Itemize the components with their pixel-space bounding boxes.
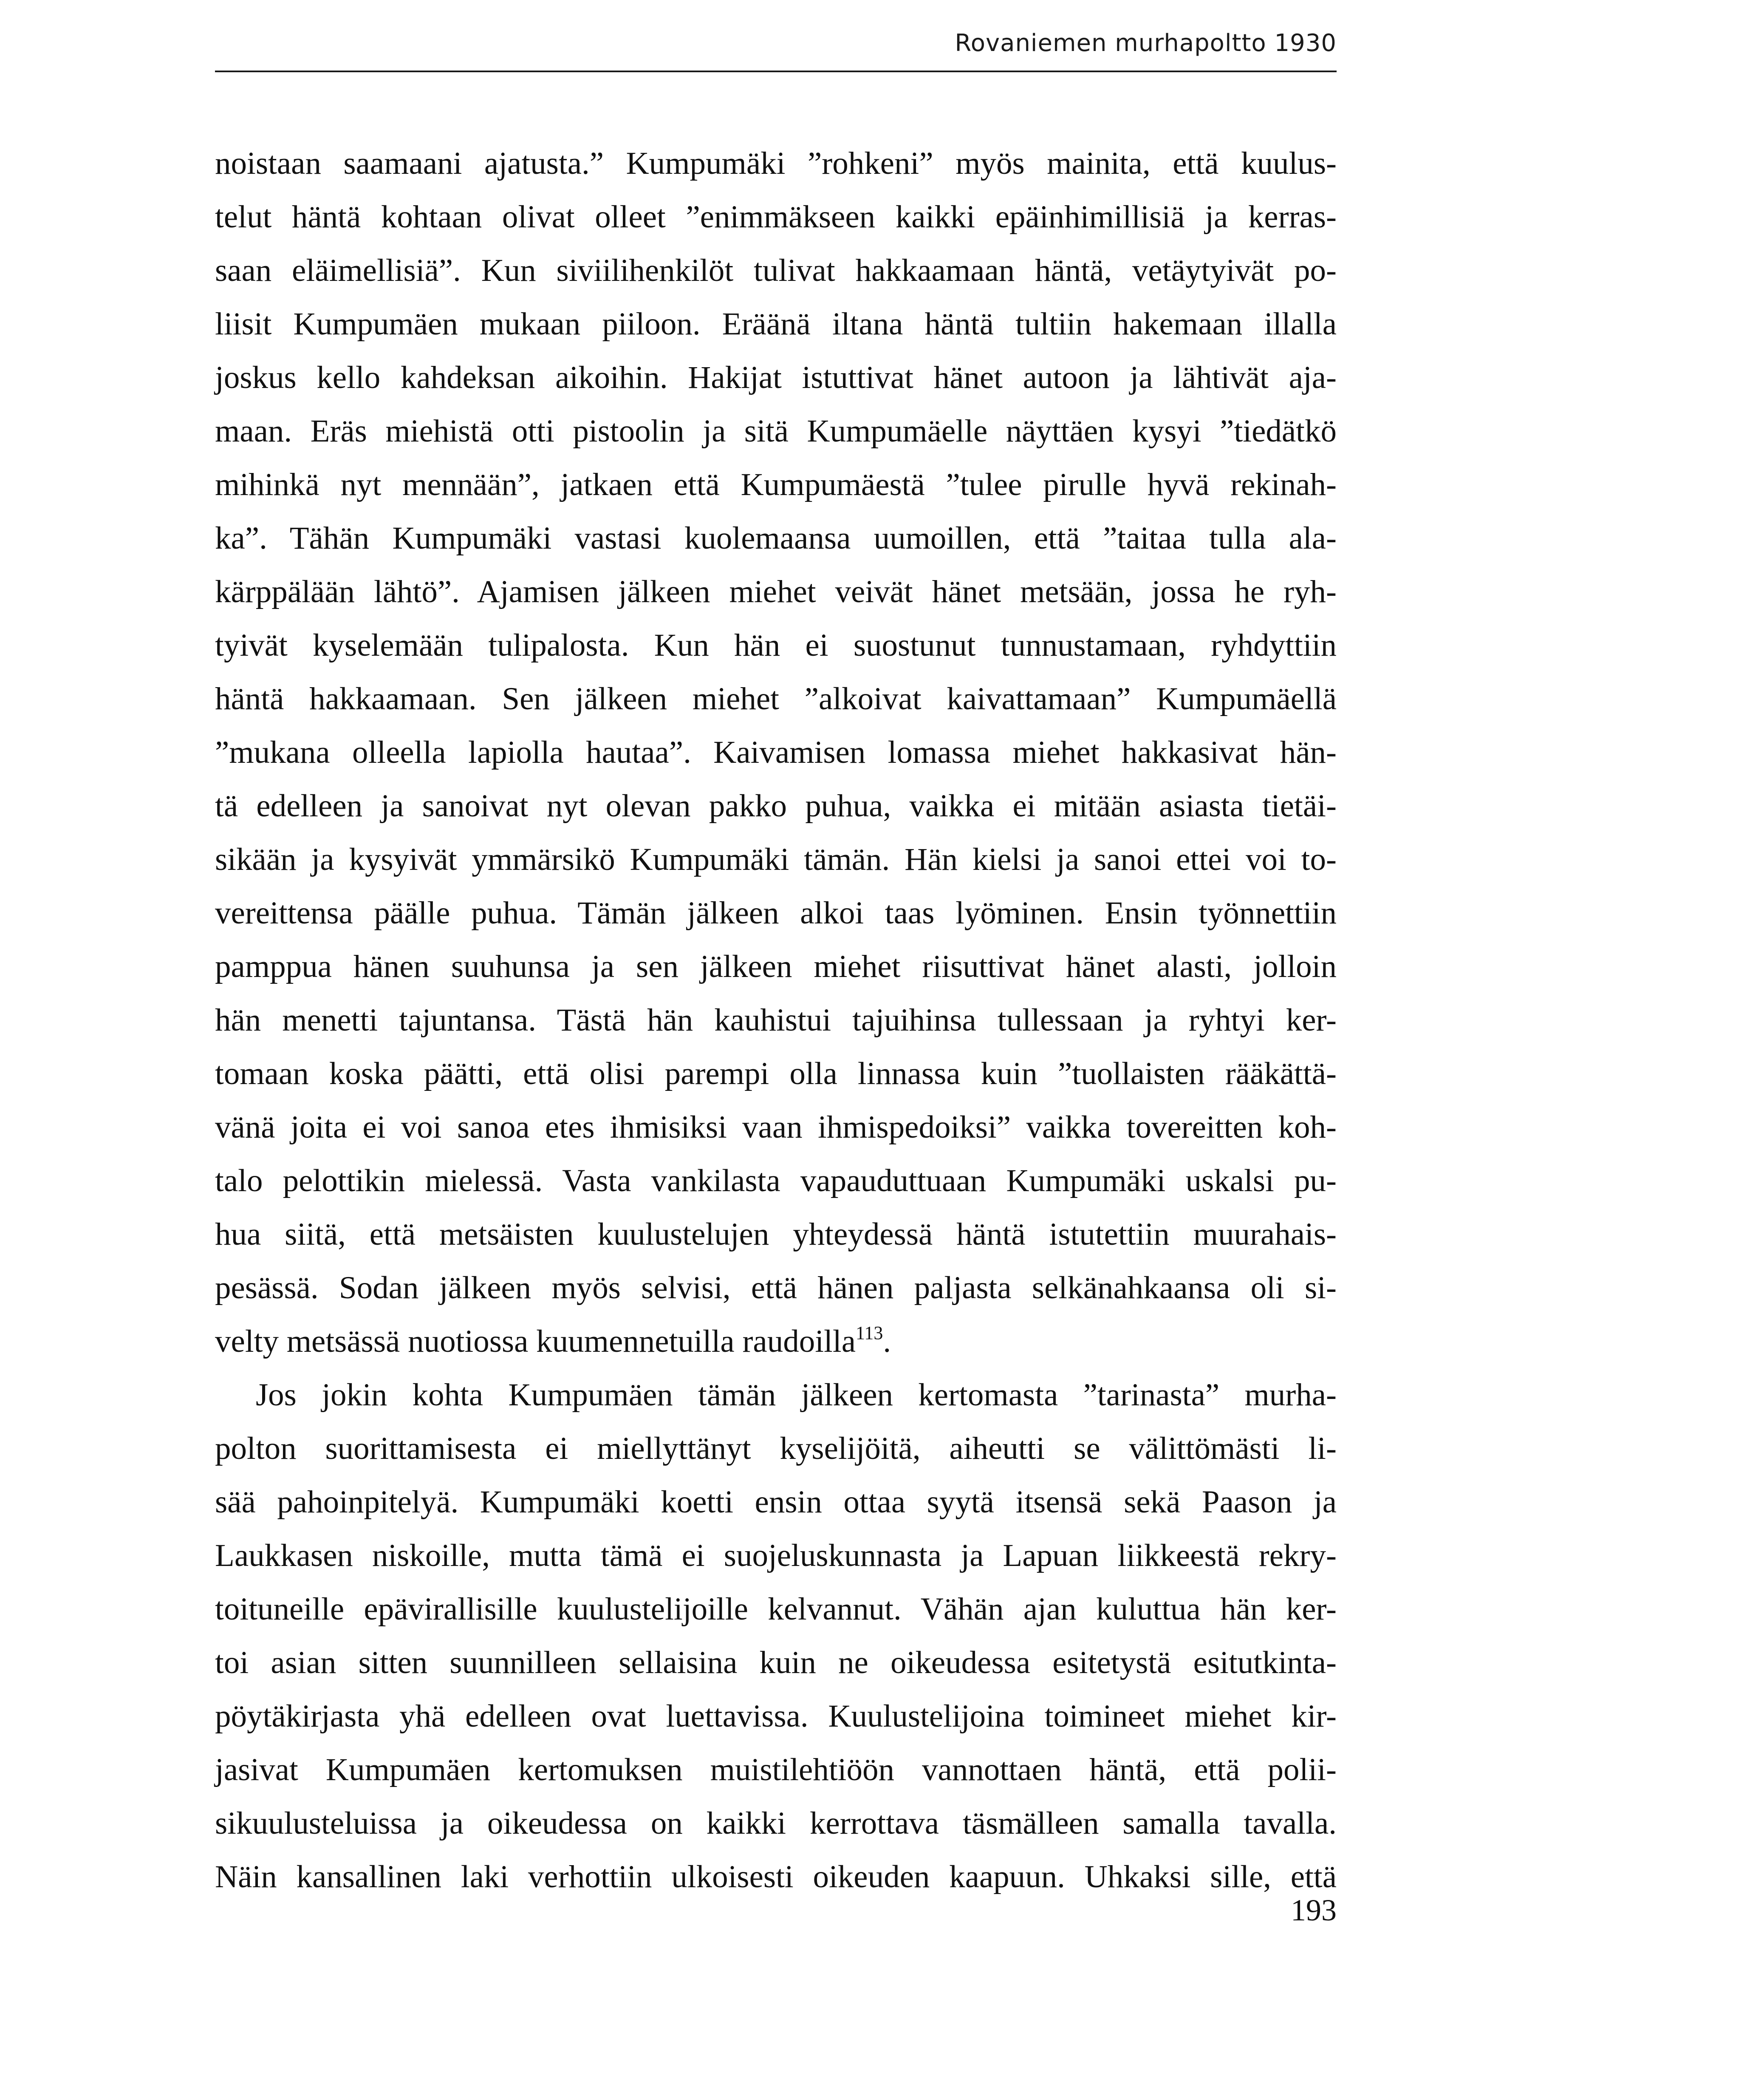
text-line: sikään ja kysyivät ymmärsikö Kumpumäki tämän. Hän kielsi ja sanoi ettei voi to-: [215, 842, 1337, 877]
text-line: Laukkasen niskoille, mutta tämä ei suojeluskunnasta ja Lapuan liikkeestä rekry-: [215, 1538, 1337, 1573]
text-line: tyivät kyselemään tulipalosta. Kun hän ei suostunut tunnustamaan, ryhdyttiin: [215, 628, 1337, 663]
text-line: liisit Kumpumäen mukaan piiloon. Eräänä iltana häntä tultiin hakemaan illalla: [215, 306, 1337, 342]
page-number: 193: [1291, 1893, 1337, 1927]
text-line-indented: Jos jokin kohta Kumpumäen tämän jälkeen kertomasta ”tarinasta” murha-: [256, 1377, 1337, 1413]
running-head-title: Rovaniemen murhapoltto 1930: [955, 29, 1337, 57]
text-line: kärppälään lähtö”. Ajamisen jälkeen miehet veivät hänet metsään, jossa he ryh-: [215, 574, 1337, 609]
text-line: toi asian sitten suunnilleen sellaisina kuin ne oikeudessa esitetystä esitutkinta-: [215, 1645, 1337, 1680]
text-line: ”mukana olleella lapiolla hautaa”. Kaivamisen lomassa miehet hakkasivat hän-: [215, 735, 1337, 770]
text-line: tomaan koska päätti, että olisi parempi olla linnassa kuin ”tuollaisten rääkättä-: [215, 1056, 1337, 1091]
body-text: [215, 137, 1337, 1904]
text-line: vereittensa päälle puhua. Tämän jälkeen alkoi taas lyöminen. Ensin työnnettiin: [215, 895, 1337, 931]
text-line: häntä hakkaamaan. Sen jälkeen miehet ”alkoivat kaivattamaan” Kumpumäellä: [215, 681, 1337, 716]
text-line-last: [215, 1315, 1337, 1368]
text-line: sikuulusteluissa ja oikeudessa on kaikki kerrottava täsmälleen samalla tavalla.: [215, 1806, 1337, 1841]
text-line: Näin kansallinen laki verhottiin ulkoisesti oikeuden kaapuun. Uhkaksi sille, että: [215, 1859, 1337, 1894]
text-line: toituneille epävirallisille kuulustelijoille kelvannut. Vähän ajan kuluttua hän ker-: [215, 1591, 1337, 1627]
text-line: pamppua hänen suuhunsa ja sen jälkeen miehet riisuttivat hänet alasti, jolloin: [215, 949, 1337, 984]
text-line: pesässä. Sodan jälkeen myös selvisi, että hänen paljasta selkänahkaansa oli si-: [215, 1270, 1337, 1305]
footnote-reference[interactable]: 113: [856, 1322, 883, 1343]
text-line: jasivat Kumpumäen kertomuksen muistilehtiöön vannottaen häntä, että polii-: [215, 1752, 1337, 1787]
text-line: hän menetti tajuntansa. Tästä hän kauhistui tajuihinsa tullessaan ja ryhtyi ker-: [215, 1002, 1337, 1038]
text-line: talo pelottikin mielessä. Vasta vankilasta vapauduttuaan Kumpumäki uskalsi pu-: [215, 1163, 1337, 1198]
last-line-end: .: [883, 1324, 891, 1359]
text-line: noistaan saamaani ajatusta.” Kumpumäki ”rohkeni” myös mainita, että kuulus-: [215, 146, 1337, 181]
text-line: maan. Eräs miehistä otti pistoolin ja sitä Kumpumäelle näyttäen kysyi ”tiedätkö: [215, 413, 1337, 449]
header-rule: [215, 71, 1337, 72]
text-line: tä edelleen ja sanoivat nyt olevan pakko puhua, vaikka ei mitään asiasta tietäi-: [215, 788, 1337, 824]
paragraph-2: [215, 1368, 1337, 1904]
text-line: telut häntä kohtaan olivat olleet ”enimmäkseen kaikki epäinhimillisiä ja kerras-: [215, 199, 1337, 235]
text-line: vänä joita ei voi sanoa etes ihmisiksi vaan ihmispedoiksi” vaikka tovereitten koh-: [215, 1110, 1337, 1145]
text-line: hua siitä, että metsäisten kuulustelujen yhteydessä häntä istutettiin muurahais-: [215, 1217, 1337, 1252]
text-line: mihinkä nyt mennään”, jatkaen että Kumpumäestä ”tulee pirulle hyvä rekinah-: [215, 467, 1337, 502]
text-line: ka”. Tähän Kumpumäki vastasi kuolemaansa uumoillen, että ”taitaa tulla ala-: [215, 521, 1337, 556]
text-line: sää pahoinpitelyä. Kumpumäki koetti ensin ottaa syytä itsensä sekä Paason ja: [215, 1484, 1337, 1520]
paragraph-1: [215, 137, 1337, 1368]
text-line: joskus kello kahdeksan aikoihin. Hakijat istuttivat hänet autoon ja lähtivät aja-: [215, 360, 1337, 395]
text-line: pöytäkirjasta yhä edelleen ovat luettavissa. Kuulustelijoina toimineet miehet kir-: [215, 1699, 1337, 1734]
text-line: polton suorittamisesta ei miellyttänyt kyselijöitä, aiheutti se välittömästi li-: [215, 1431, 1337, 1466]
text-line: saan eläimellisiä”. Kun siviilihenkilöt tulivat hakkaamaan häntä, vetäytyivät po-: [215, 253, 1337, 288]
last-line-text: velty metsässä nuotiossa kuumennetuilla raudoilla: [215, 1324, 856, 1359]
